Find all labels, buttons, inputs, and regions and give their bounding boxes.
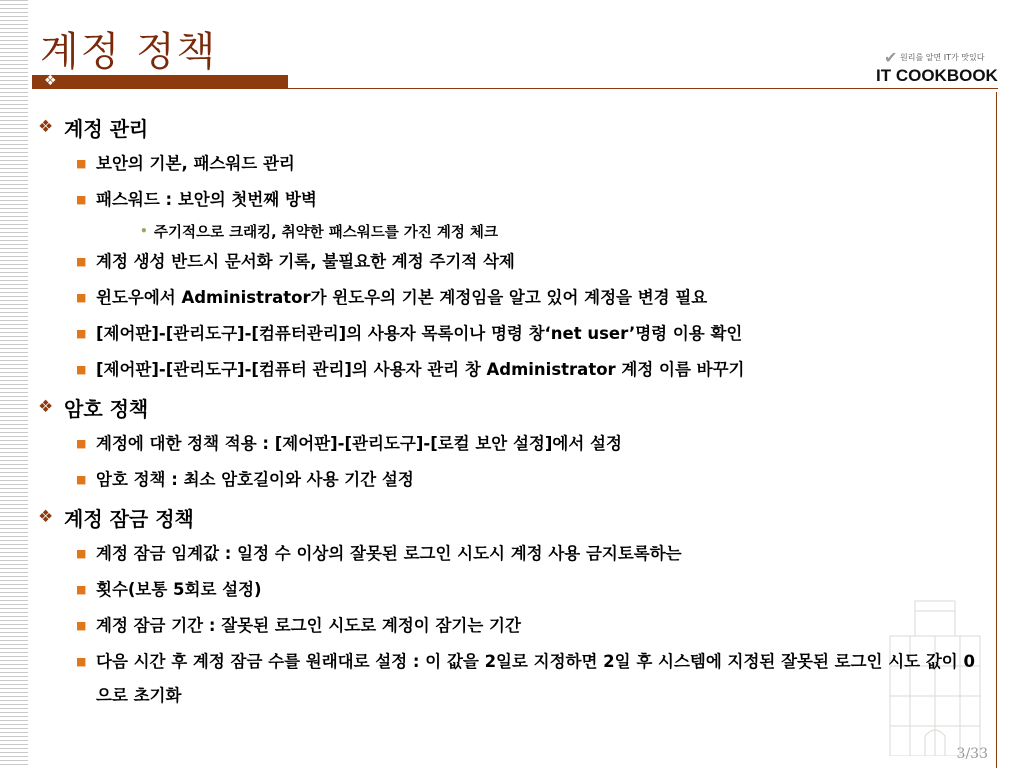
bullet-text: 암호 정책 bbox=[64, 396, 149, 421]
bullet-item bbox=[38, 316, 988, 352]
bullet-text: 계정 관리 bbox=[64, 116, 149, 141]
bullet-item bbox=[38, 462, 988, 498]
section-heading bbox=[38, 498, 988, 536]
square-bullet-icon: ■ bbox=[76, 291, 87, 304]
square-bullet-icon: ■ bbox=[76, 619, 87, 632]
bullet-item bbox=[38, 572, 988, 608]
diamond-bullet-icon: ❖ bbox=[38, 507, 54, 527]
bullet-text: 보안의 기본, 패스워드 관리 bbox=[96, 154, 295, 173]
sub-bullet-item bbox=[38, 218, 988, 244]
bullet-item bbox=[38, 536, 988, 572]
bullet-text: 계정 잠금 기간 : 잘못된 로그인 시도로 계정이 잠기는 기간 bbox=[96, 616, 521, 635]
square-bullet-icon: ■ bbox=[76, 363, 87, 376]
bullet-text: 계정에 대한 정책 적용 : [제어판]-[관리도구]-[로컬 보안 설정]에서 설정 bbox=[96, 434, 622, 453]
section-heading bbox=[38, 388, 988, 426]
logo-tagline: 원리를 알면 IT가 맛있다 bbox=[900, 53, 985, 62]
square-bullet-icon: ■ bbox=[76, 157, 87, 170]
bullet-text: 계정 잠금 임계값 : 일정 수 이상의 잘못된 로그인 시도시 계정 사용 금지토록하는 bbox=[96, 544, 682, 563]
bullet-text: 암호 정책 : 최소 암호길이와 사용 기간 설정 bbox=[96, 470, 414, 489]
square-bullet-icon: ■ bbox=[76, 327, 87, 340]
square-bullet-icon: ■ bbox=[76, 583, 87, 596]
page-number: 3/33 bbox=[956, 746, 988, 762]
square-bullet-icon: ■ bbox=[76, 547, 87, 560]
slide-title: 계정 정책 bbox=[40, 29, 218, 75]
bullet-text: 계정 생성 반드시 문서화 기록, 불필요한 계정 주기적 삭제 bbox=[96, 252, 515, 271]
diamond-deco-icon: ❖ bbox=[44, 73, 57, 89]
square-bullet-icon: ■ bbox=[76, 437, 87, 450]
diamond-bullet-icon: ❖ bbox=[38, 117, 54, 137]
bullet-item bbox=[38, 644, 988, 713]
bullet-item bbox=[38, 280, 988, 316]
dot-bullet-icon: • bbox=[140, 224, 148, 238]
bullet-text: [제어판]-[관리도구]-[컴퓨터 관리]의 사용자 관리 창 Administrator 계정 이름 바꾸기 bbox=[96, 360, 745, 379]
square-bullet-icon: ■ bbox=[76, 655, 87, 668]
slide-content bbox=[38, 108, 988, 713]
diamond-bullet-icon: ❖ bbox=[38, 397, 54, 417]
bullet-item bbox=[38, 352, 988, 388]
logo-wordmark: IT COOKBOOK bbox=[876, 66, 998, 85]
bullet-text: 계정 잠금 정책 bbox=[64, 506, 194, 531]
square-bullet-icon: ■ bbox=[76, 255, 87, 268]
bullet-text: [제어판]-[관리도구]-[컴퓨터관리]의 사용자 목록이나 명령 창‘net user’명령 이용 확인 bbox=[96, 324, 743, 343]
bullet-text: 횟수(보통 5회로 설정) bbox=[96, 580, 262, 599]
section-heading bbox=[38, 108, 988, 146]
checkmark-icon: ✔ bbox=[884, 48, 898, 67]
bullet-item bbox=[38, 608, 988, 644]
bullet-text: 패스워드 : 보안의 첫번째 방벽 bbox=[96, 190, 317, 209]
bullet-item bbox=[38, 244, 988, 280]
bullet-text: 윈도우에서 Administrator가 윈도우의 기본 계정임을 알고 있어 계정을 변경 필요 bbox=[96, 288, 708, 307]
building-watermark-icon bbox=[870, 596, 1000, 756]
bullet-text: 다음 시간 후 계정 잠금 수를 원래대로 설정 : 이 값을 2일로 지정하면 2일 후 시스템에 지정된 잘못된 로그인 시도 값이 0으로 초기화 bbox=[96, 652, 975, 705]
it-cookbook-logo bbox=[872, 48, 998, 88]
title-accent-bar bbox=[32, 75, 288, 89]
square-bullet-icon: ■ bbox=[76, 193, 87, 206]
bullet-item bbox=[38, 146, 988, 182]
left-striped-band bbox=[0, 0, 28, 768]
bullet-item bbox=[38, 182, 988, 218]
bullet-text: 주기적으로 크래킹, 취약한 패스워드를 가진 계정 체크 bbox=[154, 224, 498, 241]
bullet-item bbox=[38, 426, 988, 462]
square-bullet-icon: ■ bbox=[76, 473, 87, 486]
title-underline bbox=[288, 88, 998, 89]
